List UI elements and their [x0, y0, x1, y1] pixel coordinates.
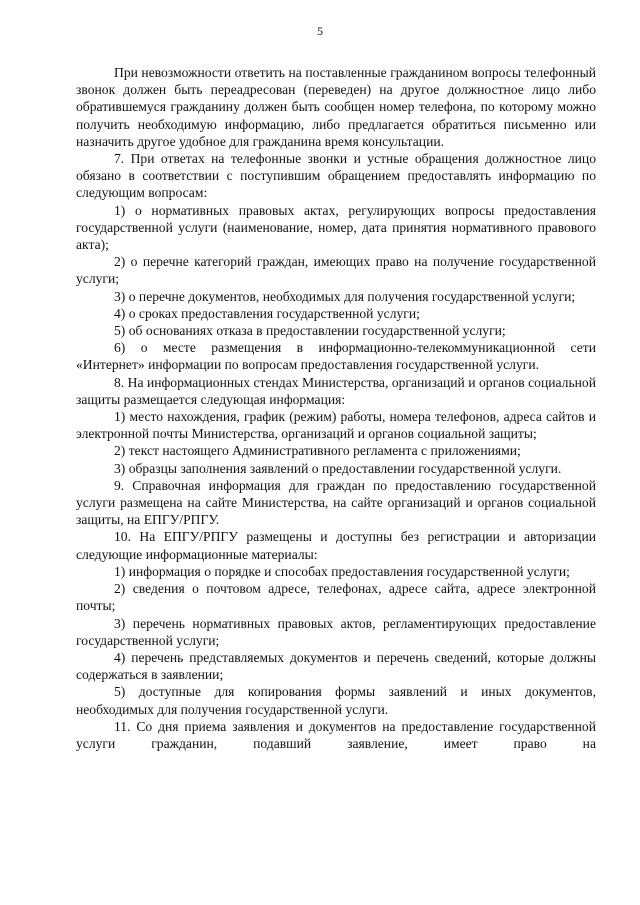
page-number: 5: [317, 24, 323, 38]
paragraph-4: 2) о перечне категорий граждан, имеющих право на получение государственной услуги;: [76, 254, 596, 287]
paragraph-1: При невозможности ответить на поставленные гражданином вопросы телефонный звонок должен быть переадресован (переведен) на другое должностное лицо либо обратившемуся гражданину должен быть сообщен номер телефона, по которому можно получить необходимую информацию, либо предлагается обратиться письменно или назначить другое удобное для гражданина время консультации.: [76, 65, 596, 149]
paragraph-20: 11. Со дня приема заявления и документов на предоставление государственной услуги гражданин, подавший заявление, имеет право на: [76, 718, 596, 751]
paragraph-18: 4) перечень представляемых документов и перечень сведений, которые должны содержаться в заявлении;: [76, 649, 596, 683]
paragraph-15: 1) информация о порядке и способах предоставления государственной услуги;: [114, 563, 570, 579]
paragraph-19: 5) доступные для копирования формы заявлений и иных документов, необходимых для получения государственной услуги.: [76, 684, 596, 717]
paragraph-3: 1) о нормативных правовых актах, регулирующих вопросы предоставления государственной услуги (наименование, номер, дата принятия нормативного правового акта);: [76, 202, 596, 253]
paragraph-10: 1) место нахождения, график (режим) работы, номера телефонов, адреса сайтов и электронной почты Министерства, организаций и органов социальной защиты;: [76, 409, 596, 442]
paragraph-2: 7. При ответах на телефонные звонки и устные обращения должностное лицо обязано в соответствии с поступившим обращением предоставлять информацию по следующим вопросам:: [76, 151, 596, 201]
paragraph-16: 2) сведения о почтовом адресе, телефонах, адресе сайта, адресе электронной почты;: [76, 581, 596, 614]
paragraph-8: 6) о месте размещения в информационно-телекоммуникационной сети «Интернет» информации по вопросам предоставления государственной услуги.: [76, 340, 596, 373]
paragraph-17: 3) перечень нормативных правовых актов, регламентирующих предоставление государственной услуги;: [76, 615, 596, 648]
document-body: [76, 64, 596, 752]
paragraph-13: 9. Справочная информация для граждан по предоставлению государственной услуги размещена на сайте Министерства, на сайте организаций и органов социальной защиты, на ЕПГУ/РПГУ.: [76, 477, 596, 528]
paragraph-9: 8. На информационных стендах Министерства, организаций и органов социальной защиты размещается следующая информация:: [76, 374, 596, 407]
paragraph-5: 3) о перечне документов, необходимых для получения государственной услуги;: [114, 288, 576, 304]
paragraph-7: 5) об основаниях отказа в предоставлении государственной услуги;: [114, 323, 506, 339]
paragraph-14: 10. На ЕПГУ/РПГУ размещены и доступны без регистрации и авторизации следующие информационные материалы:: [76, 529, 596, 562]
paragraph-11: 2) текст настоящего Административного регламента с приложениями;: [114, 443, 521, 459]
paragraph-12: 3) образцы заполнения заявлений о предоставлении государственной услуги.: [114, 460, 562, 476]
paragraph-6: 4) о сроках предоставления государственной услуги;: [114, 305, 420, 321]
